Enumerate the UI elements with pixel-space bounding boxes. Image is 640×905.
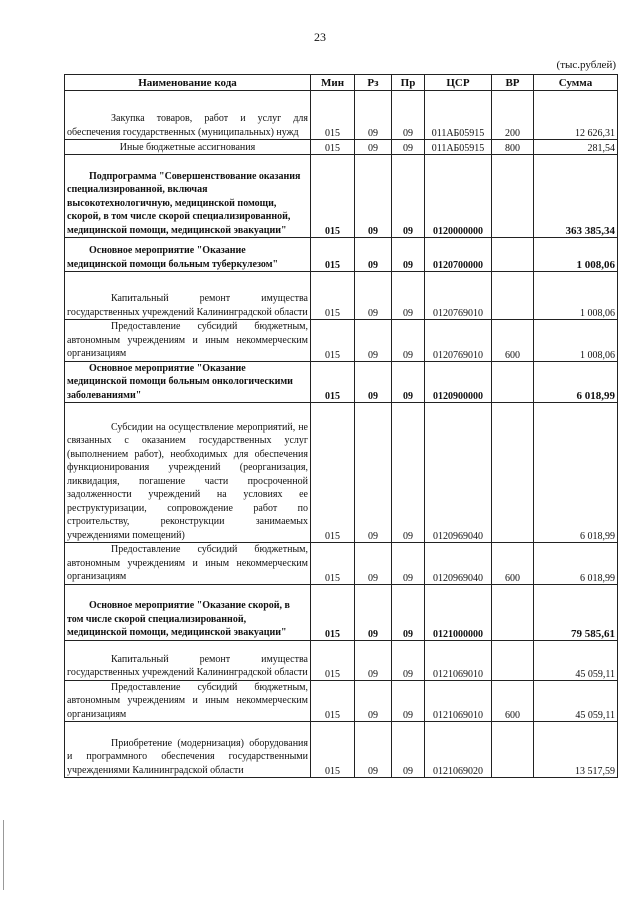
row-rz: 09 <box>355 320 392 362</box>
row-name <box>65 722 311 778</box>
row-sum: 45 059,11 <box>534 680 618 722</box>
row-vr <box>492 584 534 640</box>
row-pr: 09 <box>392 320 425 362</box>
row-name-text: Предоставление субсидий бюджетным, автономным учреждениям и иным некоммерческим организациям <box>67 321 308 359</box>
table-row <box>65 584 618 640</box>
row-min: 015 <box>311 543 355 585</box>
row-csr: 0120969040 <box>425 543 492 585</box>
row-name <box>65 155 311 238</box>
row-pr: 09 <box>392 584 425 640</box>
row-name-text: Капитальный ремонт имущества государственных учреждений Калининградской области <box>67 293 308 318</box>
row-vr: 600 <box>492 680 534 722</box>
row-csr: 0121069010 <box>425 680 492 722</box>
row-sum: 1 008,06 <box>534 272 618 320</box>
row-name <box>65 238 311 272</box>
table-row <box>65 640 618 680</box>
row-name <box>65 91 311 140</box>
table-row <box>65 543 618 585</box>
row-name <box>65 640 311 680</box>
table-row <box>65 272 618 320</box>
row-min: 015 <box>311 403 355 543</box>
row-csr: 0121069010 <box>425 640 492 680</box>
row-name-text: Приобретение (модернизация) оборудования и программного обеспечения государственными учреждениями Калининградской области <box>67 737 308 776</box>
table-row <box>65 155 618 238</box>
table-row <box>65 361 618 403</box>
row-name-text: Иные бюджетные ассигнования <box>119 141 256 153</box>
row-min: 015 <box>311 361 355 403</box>
row-min: 015 <box>311 272 355 320</box>
row-vr: 800 <box>492 140 534 155</box>
row-name <box>65 403 311 543</box>
table-row <box>65 722 618 778</box>
row-min: 015 <box>311 722 355 778</box>
row-pr: 09 <box>392 140 425 155</box>
row-sum: 6 018,99 <box>534 403 618 543</box>
row-rz: 09 <box>355 91 392 140</box>
row-vr <box>492 155 534 238</box>
row-csr: 011АБ05915 <box>425 91 492 140</box>
row-sum: 13 517,59 <box>534 722 618 778</box>
row-sum: 363 385,34 <box>534 155 618 238</box>
row-rz: 09 <box>355 238 392 272</box>
header-csr: ЦСР <box>425 75 492 91</box>
row-name-text: Основное мероприятие "Оказание медицинской помощи больным туберкулезом" <box>67 245 279 270</box>
row-vr <box>492 403 534 543</box>
row-vr <box>492 272 534 320</box>
row-rz: 09 <box>355 722 392 778</box>
row-csr: 0120969040 <box>425 403 492 543</box>
row-sum: 79 585,61 <box>534 584 618 640</box>
row-pr: 09 <box>392 272 425 320</box>
row-csr: 0120900000 <box>425 361 492 403</box>
header-pr: Пр <box>392 75 425 91</box>
table-row <box>65 320 618 362</box>
table-row <box>65 680 618 722</box>
row-name <box>65 320 311 362</box>
row-csr: 0121069020 <box>425 722 492 778</box>
row-name <box>65 140 311 155</box>
table-row <box>65 403 618 543</box>
row-vr <box>492 640 534 680</box>
row-vr: 200 <box>492 91 534 140</box>
row-sum: 45 059,11 <box>534 640 618 680</box>
units-label: (тыс.рублей) <box>556 59 616 71</box>
row-min: 015 <box>311 91 355 140</box>
row-sum: 12 626,31 <box>534 91 618 140</box>
row-name <box>65 361 311 403</box>
row-min: 015 <box>311 238 355 272</box>
row-rz: 09 <box>355 155 392 238</box>
row-name <box>65 584 311 640</box>
row-sum: 1 008,06 <box>534 320 618 362</box>
table-row <box>65 91 618 140</box>
table-header <box>65 75 618 91</box>
row-vr <box>492 722 534 778</box>
row-min: 015 <box>311 584 355 640</box>
row-name-text: Капитальный ремонт имущества государственных учреждений Калининградской области <box>67 653 308 678</box>
row-pr: 09 <box>392 722 425 778</box>
row-pr: 09 <box>392 91 425 140</box>
row-name-text: Подпрограмма "Совершенствование оказания специализированной, включая высокотехнологичную, медицинской помощи, скорой, в том числе скорой специализированной, медицинской помощи, медицинской эвакуации" <box>67 170 301 236</box>
row-min: 015 <box>311 140 355 155</box>
row-rz: 09 <box>355 272 392 320</box>
row-pr: 09 <box>392 640 425 680</box>
row-pr: 09 <box>392 543 425 585</box>
row-pr: 09 <box>392 238 425 272</box>
row-rz: 09 <box>355 543 392 585</box>
row-rz: 09 <box>355 140 392 155</box>
row-name-text: Основное мероприятие "Оказание скорой, в том числе скорой специализированной, медицинской помощи, медицинской эвакуации" <box>67 600 290 638</box>
row-min: 015 <box>311 320 355 362</box>
row-csr: 0120700000 <box>425 238 492 272</box>
row-rz: 09 <box>355 361 392 403</box>
row-pr: 09 <box>392 680 425 722</box>
row-rz: 09 <box>355 403 392 543</box>
row-csr: 0120000000 <box>425 155 492 238</box>
row-name-text: Предоставление субсидий бюджетным, автономным учреждениям и иным некоммерческим организациям <box>67 681 308 720</box>
budget-table <box>64 74 618 778</box>
row-sum: 1 008,06 <box>534 238 618 272</box>
header-min: Мин <box>311 75 355 91</box>
row-min: 015 <box>311 680 355 722</box>
row-sum: 6 018,99 <box>534 543 618 585</box>
row-pr: 09 <box>392 403 425 543</box>
row-name-text: Закупка товаров, работ и услуг для обеспечения государственных (муниципальных) нужд <box>67 113 308 138</box>
table-row <box>65 238 618 272</box>
row-csr: 0121000000 <box>425 584 492 640</box>
row-rz: 09 <box>355 584 392 640</box>
row-name-text: Основное мероприятие "Оказание медицинской помощи больным онкологическими заболеваниями" <box>67 362 293 401</box>
row-sum: 281,54 <box>534 140 618 155</box>
row-vr <box>492 361 534 403</box>
header-vr: ВР <box>492 75 534 91</box>
row-sum: 6 018,99 <box>534 361 618 403</box>
row-csr: 011АБ05915 <box>425 140 492 155</box>
row-vr: 600 <box>492 543 534 585</box>
row-name-text: Субсидии на осуществление мероприятий, не связанных с оказанием государственных услуг (выполнением работ), необходимых для обеспечения функционирования учреждений (реорганизация, ликвидация, погашение части просроченной задолженности учреждений на условиях ее реструктуризации, сопровождение работ по строительству, реконструкции занимаемых учреждениями помещений) <box>67 421 308 541</box>
row-vr: 600 <box>492 320 534 362</box>
margin-mark <box>3 820 4 890</box>
header-rz: Рз <box>355 75 392 91</box>
header-name: Наименование кода <box>65 75 311 91</box>
row-vr <box>492 238 534 272</box>
header-sum: Сумма <box>534 75 618 91</box>
row-name <box>65 272 311 320</box>
row-rz: 09 <box>355 680 392 722</box>
row-min: 015 <box>311 155 355 238</box>
page-number: 23 <box>314 30 326 44</box>
row-pr: 09 <box>392 361 425 403</box>
row-csr: 0120769010 <box>425 320 492 362</box>
row-rz: 09 <box>355 640 392 680</box>
row-min: 015 <box>311 640 355 680</box>
row-name <box>65 680 311 722</box>
row-pr: 09 <box>392 155 425 238</box>
row-csr: 0120769010 <box>425 272 492 320</box>
table-row <box>65 140 618 155</box>
row-name-text: Предоставление субсидий бюджетным, автономным учреждениям и иным некоммерческим организациям <box>67 544 308 582</box>
row-name <box>65 543 311 585</box>
